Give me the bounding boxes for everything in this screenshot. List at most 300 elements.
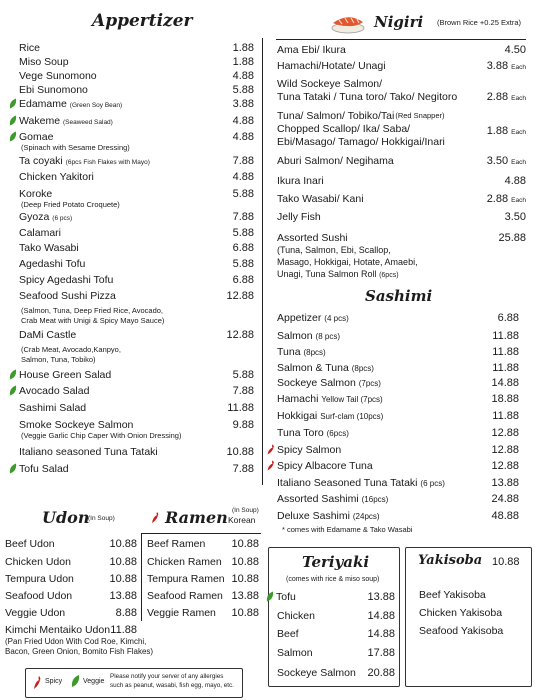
appetizer-item xyxy=(19,446,254,458)
appetizer-item-name: Ta coyaki xyxy=(19,155,63,167)
teriyaki-item-name: Tofu xyxy=(276,591,296,603)
udon-item-price: 11.88 xyxy=(110,624,137,636)
appetizer-item-price xyxy=(233,274,254,286)
teriyaki-subtitle: (comes with rice & miso soup) xyxy=(286,576,380,583)
appetizer-item-price-value: 1.88 xyxy=(232,56,254,68)
legend-veggie-label: Veggie xyxy=(83,678,105,685)
allergy-note-line1: Please notify your server of any allergies xyxy=(110,673,224,680)
nigiri-item-price xyxy=(487,155,526,169)
nigiri-item-price xyxy=(487,193,526,207)
appetizer-item-price-value: 7.88 xyxy=(232,385,254,397)
teriyaki-title: Teriyaki xyxy=(302,553,370,571)
sashimi-item-name-wrap xyxy=(277,477,445,490)
ramen-item xyxy=(147,590,259,602)
sashimi-item-price: 11.88 xyxy=(492,346,519,358)
ramen-item-price: 10.88 xyxy=(231,538,259,550)
udon-item-name: Chicken Udon xyxy=(5,556,71,568)
sashimi-item-note: Yellow Tail (7pcs) xyxy=(321,395,383,404)
appetizer-item xyxy=(19,402,254,414)
ramen-item xyxy=(147,556,259,568)
nigiri-item-name: Wild Sockeye Salmon/ xyxy=(277,78,383,90)
ramen-item-name: Beef Ramen xyxy=(147,538,206,550)
sashimi-item-note: (24pcs) xyxy=(352,512,380,521)
udon-item-name: Tempura Udon xyxy=(5,573,74,585)
sashimi-item-name-wrap xyxy=(277,312,349,325)
appetizer-item-price-value: 7.88 xyxy=(232,211,254,223)
appetizer-item-price xyxy=(233,188,254,200)
ramen-subtitle-korean: Korean xyxy=(228,515,256,525)
appetizer-item-name: Vege Sunomono xyxy=(19,70,97,82)
sashimi-item xyxy=(277,362,519,375)
appetizer-item-price xyxy=(233,70,254,82)
sashimi-item-note: (6pcs) xyxy=(326,429,349,438)
appetizer-item-desc: (Crab Meat, Avocado,Kanpyo, xyxy=(21,345,121,354)
udon-item-price: 10.88 xyxy=(109,573,137,585)
appetizer-item-desc: (Spinach with Sesame Dressing) xyxy=(21,143,130,152)
teriyaki-item-name: Sockeye Salmon xyxy=(277,667,356,679)
appetizer-item xyxy=(19,70,254,82)
appetizer-item-name: Miso Soup xyxy=(19,56,69,68)
nigiri-item-desc xyxy=(277,269,399,279)
udon-item-name: Veggie Udon xyxy=(5,607,66,619)
appetizer-item-price xyxy=(233,84,254,96)
ramen-subtitle-soup: (In Soup) xyxy=(232,507,259,514)
sashimi-item-name-wrap xyxy=(277,510,380,523)
appetizer-item-price-value: 4.88 xyxy=(232,171,254,183)
nigiri-item-name-wrap xyxy=(277,60,386,72)
ramen-item xyxy=(147,573,259,585)
appetizer-item-price xyxy=(233,171,254,183)
sashimi-item-price: 6.88 xyxy=(497,312,519,324)
appetizer-item-price xyxy=(233,98,254,110)
appetizer-item-name-wrap xyxy=(19,155,150,169)
sashimi-item-name-wrap xyxy=(277,346,326,359)
nigiri-item-price-value: 4.88 xyxy=(504,175,526,187)
nigiri-item-price xyxy=(505,211,526,223)
sashimi-item-price: 48.88 xyxy=(491,510,519,522)
teriyaki-item xyxy=(266,591,395,603)
appetizer-item-name: Avocado Salad xyxy=(19,385,90,397)
appetizer-item-price xyxy=(233,115,254,127)
appetizer-item-price-value: 7.88 xyxy=(232,463,254,475)
sashimi-item xyxy=(266,444,519,456)
nigiri-item-price-value: 2.88 xyxy=(486,91,509,103)
appetizer-item xyxy=(19,290,254,302)
nigiri-item-price-value: 3.88 xyxy=(486,60,509,72)
each-label: Each xyxy=(511,129,526,136)
appetizer-item xyxy=(19,42,254,54)
sashimi-item-note: (7pcs) xyxy=(358,379,381,388)
sashimi-item-name: Salmon xyxy=(277,330,313,342)
nigiri-item-price-value: 2.88 xyxy=(486,193,509,205)
veggie-leaf-icon xyxy=(9,463,17,474)
appetizer-item-name-wrap xyxy=(19,70,97,82)
appetizer-item-name: Gomae xyxy=(19,131,54,143)
appetizer-item xyxy=(19,329,254,341)
appetizer-item-desc: (Salmon, Tuna, Deep Fried Rice, Avocado, xyxy=(21,306,164,315)
nigiri-item xyxy=(277,232,526,244)
appetizer-item-price xyxy=(233,131,254,143)
udon-item-price: 8.88 xyxy=(115,607,137,619)
appetizer-item-name-wrap xyxy=(9,369,111,381)
appetizer-item-name: Agedashi Tofu xyxy=(19,258,86,270)
ramen-item xyxy=(147,607,259,619)
nigiri-item-name: Ebi/Masago/ Tamago/ Hokkigai/Inari xyxy=(277,136,445,148)
appetizer-item-price xyxy=(233,242,254,254)
sashimi-item-name: Assorted Sashimi xyxy=(277,493,359,505)
appetizer-item-price-value: 5.88 xyxy=(232,258,254,270)
udon-item-desc: (Pan Fried Udon With Cod Roe, Kimchi, xyxy=(5,637,147,646)
sashimi-item-name-wrap xyxy=(277,410,383,423)
veggie-leaf-icon xyxy=(9,131,17,142)
teriyaki-item-price: 17.88 xyxy=(367,647,395,659)
nigiri-item-price xyxy=(477,125,526,137)
appetizer-item-price-value: 10.88 xyxy=(226,446,254,458)
nigiri-item-price-value: 3.50 xyxy=(504,211,526,223)
yakisoba-price: 10.88 xyxy=(492,556,520,568)
veggie-leaf-icon xyxy=(9,385,17,396)
appetizer-item-price-value: 5.88 xyxy=(232,84,254,96)
ramen-item-name: Chicken Ramen xyxy=(147,556,222,568)
appetizer-item-desc: (Veggie Garlic Chip Caper With Onion Dressing) xyxy=(21,431,182,440)
udon-divider xyxy=(141,533,142,621)
sashimi-item-name-wrap xyxy=(277,330,340,343)
nigiri-item-name: Aburi Salmon/ Negihama xyxy=(277,155,394,167)
nigiri-item-name-wrap xyxy=(277,78,382,90)
spicy-chili-icon xyxy=(266,460,275,471)
sashimi-item xyxy=(277,493,519,506)
appetizer-item-name: Wakeme xyxy=(19,115,61,127)
appetizer-item xyxy=(19,155,254,169)
appetizer-item-name-wrap xyxy=(19,42,40,54)
teriyaki-item-name-wrap xyxy=(266,591,296,603)
appetizer-item-name-wrap xyxy=(19,56,69,68)
sashimi-item-name: Sockeye Salmon xyxy=(277,377,356,389)
appetizer-item-price-value: 6.88 xyxy=(232,242,254,254)
appetizer-item-price xyxy=(233,258,254,270)
udon-item-price: 10.88 xyxy=(109,538,137,550)
yakisoba-item: Beef Yakisoba xyxy=(419,589,486,601)
appetizer-item-name-wrap xyxy=(9,385,89,397)
teriyaki-item-price: 13.88 xyxy=(367,591,395,603)
appetizer-item xyxy=(19,258,254,270)
udon-item-name: Kimchi Mentaiko Udon xyxy=(5,624,111,636)
udon-item xyxy=(5,624,137,636)
sashimi-item-price: 12.88 xyxy=(491,460,519,472)
appetizer-item-name: Calamari xyxy=(19,227,62,239)
nigiri-item-name: Hamachi/Hotate/ Unagi xyxy=(277,60,386,72)
sashimi-item-note: Surf-clam (10pcs) xyxy=(320,412,384,421)
teriyaki-item-name-wrap xyxy=(277,610,315,622)
udon-item-price: 10.88 xyxy=(109,556,137,568)
appetizer-item-price-value: 12.88 xyxy=(226,290,254,302)
nigiri-item-name-wrap xyxy=(277,175,324,187)
sashimi-item-price: 11.88 xyxy=(492,362,519,374)
appetizer-item-name-wrap xyxy=(19,211,72,225)
appetizer-item-name: Smoke Sockeye Salmon xyxy=(19,419,134,431)
ramen-title: Ramen xyxy=(165,508,228,527)
appetizer-item xyxy=(19,419,254,431)
veggie-leaf-icon xyxy=(9,115,17,126)
sashimi-item-note: (8pcs) xyxy=(351,364,374,373)
nigiri-item xyxy=(277,155,526,169)
teriyaki-item-name-wrap xyxy=(277,628,299,640)
sashimi-item-note: (6 pcs) xyxy=(420,479,445,488)
udon-top-line xyxy=(141,533,261,534)
veggie-leaf-icon xyxy=(9,98,17,109)
sashimi-title: Sashimi xyxy=(365,287,433,305)
appetizer-item-desc: Crab Meat with Unigi & Spicy Mayo Sauce) xyxy=(21,316,165,325)
sashimi-item-name: Spicy Albacore Tuna xyxy=(277,460,373,472)
teriyaki-item-name: Salmon xyxy=(277,647,313,659)
appetizer-item-name-wrap xyxy=(19,227,61,239)
column-divider xyxy=(262,38,263,485)
appetizer-item xyxy=(19,211,254,225)
appetizer-item-price-value: 7.88 xyxy=(232,155,254,167)
each-label: Each xyxy=(511,64,526,71)
sashimi-item-note: (4 pcs) xyxy=(324,314,349,323)
each-label: Each xyxy=(511,95,526,102)
appetizer-item-name-wrap xyxy=(19,402,86,414)
sashimi-item-name: Hamachi xyxy=(277,393,319,405)
appetizer-item-price xyxy=(227,402,254,414)
appetizer-item-name: Chicken Yakitori xyxy=(19,171,94,183)
ramen-item-price: 10.88 xyxy=(231,607,259,619)
appetizer-item xyxy=(9,115,254,129)
appetizer-item-name-wrap xyxy=(19,419,133,431)
legend-chili-icon xyxy=(32,675,42,690)
appetizer-item-name-wrap xyxy=(19,171,94,183)
sashimi-item-note: (8pcs) xyxy=(303,348,326,357)
nigiri-item-price xyxy=(505,44,526,56)
nigiri-item-price xyxy=(487,60,526,74)
sashimi-footnote: * comes with Edamame & Tako Wasabi xyxy=(282,525,413,534)
appetizer-item-price xyxy=(233,155,254,167)
teriyaki-item xyxy=(277,610,395,622)
nigiri-item xyxy=(277,175,526,187)
sashimi-item xyxy=(277,377,519,390)
appetizer-item-price xyxy=(226,329,254,341)
sashimi-item-price: 12.88 xyxy=(491,444,519,456)
appetizer-item xyxy=(9,98,254,112)
yakisoba-item: Chicken Yakisoba xyxy=(419,607,503,619)
appetizer-item xyxy=(9,369,254,381)
sashimi-item-price: 18.88 xyxy=(491,393,519,405)
teriyaki-item xyxy=(277,667,395,679)
appetizer-item-name: House Green Salad xyxy=(19,369,112,381)
sashimi-item-price: 12.88 xyxy=(491,427,519,439)
sashimi-item-name-wrap xyxy=(277,377,381,390)
nigiri-item-line xyxy=(277,110,526,122)
sashimi-item-name-wrap xyxy=(277,427,349,440)
each-label: Each xyxy=(511,197,526,204)
appetizer-item-price-value: 9.88 xyxy=(232,419,254,431)
udon-item xyxy=(5,607,137,619)
udon-item-desc: Bacon, Green Onion, Bomito Fish Flakes) xyxy=(5,647,154,656)
nigiri-item-name: Assorted Sushi xyxy=(277,232,348,244)
nigiri-item-desc-note: (6pcs) xyxy=(379,272,399,279)
veggie-leaf-icon xyxy=(266,591,274,602)
nigiri-item-name: Ama Ebi/ Ikura xyxy=(277,44,346,56)
sashimi-item-note: (8 pcs) xyxy=(315,332,340,341)
sashimi-item-name: Salmon & Tuna xyxy=(277,362,349,374)
nigiri-item xyxy=(277,211,526,223)
appetizer-item-price xyxy=(226,446,254,458)
appetizer-item-name: Gyoza xyxy=(19,211,50,223)
appetizer-item xyxy=(19,227,254,239)
appetizer-item-price xyxy=(233,463,254,475)
nigiri-item-price xyxy=(477,91,526,103)
sashimi-item-name: Tuna Toro xyxy=(277,427,324,439)
sashimi-item-name-wrap xyxy=(277,393,383,406)
ramen-item xyxy=(147,538,259,550)
appetizer-item xyxy=(9,463,254,475)
sashimi-item-price: 11.88 xyxy=(492,410,519,422)
nigiri-item-price xyxy=(505,175,526,187)
teriyaki-item xyxy=(277,647,395,659)
nigiri-item-note: (Red Snapper) xyxy=(395,111,445,120)
sashimi-item xyxy=(277,410,519,423)
appetizer-item-price-value: 3.88 xyxy=(232,98,254,110)
appetizer-item-price-value: 4.88 xyxy=(232,131,254,143)
appetizer-item-name: Spicy Agedashi Tofu xyxy=(19,274,114,286)
appetizer-item-name: Italiano seasoned Tuna Tataki xyxy=(19,446,158,458)
appetizer-item-name-wrap xyxy=(19,188,52,200)
appetizer-item-note: (Seaweed Salad) xyxy=(62,119,113,126)
sashimi-item-name-wrap xyxy=(277,362,374,375)
appetizer-item-price xyxy=(233,419,254,431)
udon-title: Udon xyxy=(42,508,90,527)
appetizer-item-name: Sashimi Salad xyxy=(19,402,87,414)
sushi-icon xyxy=(330,12,366,34)
veggie-leaf-icon xyxy=(9,369,17,380)
appetizer-item-desc: Salmon, Tuna, Tobiko) xyxy=(21,355,96,364)
appetizer-item-name: DaMi Castle xyxy=(19,329,77,341)
udon-item-name: Seafood Udon xyxy=(5,590,73,602)
sashimi-item-name: Deluxe Sashimi xyxy=(277,510,350,522)
appetizer-item-name-wrap xyxy=(19,446,158,458)
appetizer-item-name-wrap xyxy=(19,258,85,270)
nigiri-item-desc: (Tuna, Salmon, Ebi, Scallop, xyxy=(277,245,391,255)
yakisoba-item: Seafood Yakisoba xyxy=(419,625,504,637)
appetizer-title: Appertizer xyxy=(92,11,193,31)
allergy-note-line2: such as peanut, wasabi, fish egg, mayo, etc. xyxy=(110,682,234,689)
sashimi-item xyxy=(277,330,519,343)
appetizer-item-name-wrap xyxy=(9,115,113,129)
appetizer-item-price-value: 1.88 xyxy=(232,42,254,54)
nigiri-item-name: Tako Wasabi/ Kani xyxy=(277,193,364,205)
sashimi-item-price: 24.88 xyxy=(491,493,519,505)
appetizer-item-name-wrap xyxy=(19,290,116,302)
teriyaki-item-name-wrap xyxy=(277,667,356,679)
nigiri-item-price-value: 4.50 xyxy=(504,44,526,56)
appetizer-item-price-value: 6.88 xyxy=(232,274,254,286)
nigiri-subtitle: (Brown Rice +0.25 Extra) xyxy=(437,18,521,27)
sashimi-item-price: 14.88 xyxy=(491,377,519,389)
udon-item xyxy=(5,573,137,585)
nigiri-item-name-wrap xyxy=(277,193,364,205)
appetizer-item xyxy=(9,385,254,397)
ramen-item-name: Tempura Ramen xyxy=(147,573,225,585)
nigiri-item-name-wrap xyxy=(277,44,346,56)
appetizer-item xyxy=(19,171,254,183)
appetizer-item-price-value: 12.88 xyxy=(226,329,254,341)
appetizer-item-name-wrap xyxy=(19,329,76,341)
nigiri-item xyxy=(277,60,526,74)
appetizer-item xyxy=(19,274,254,286)
nigiri-item xyxy=(277,44,526,56)
appetizer-item-name: Edamame xyxy=(19,98,67,110)
appetizer-item-price-value: 11.88 xyxy=(227,402,254,414)
nigiri-item-line xyxy=(277,136,526,148)
appetizer-item-price xyxy=(233,227,254,239)
sashimi-item xyxy=(266,460,519,472)
nigiri-item-name: Tuna Tataki / Tuna toro/ Tako/ Negitoro xyxy=(277,91,458,103)
appetizer-item xyxy=(19,188,254,200)
sashimi-item-name-wrap xyxy=(266,460,373,472)
appetizer-item-price-value: 4.88 xyxy=(232,70,254,82)
appetizer-item-name: Ebi Sunomono xyxy=(19,84,88,96)
appetizer-item xyxy=(9,131,254,143)
appetizer-item-name: Koroke xyxy=(19,188,53,200)
udon-item-name: Beef Udon xyxy=(5,538,55,550)
appetizer-item-desc: (Deep Fried Potato Croquete) xyxy=(21,200,120,209)
yakisoba-title: Yakisoba xyxy=(418,553,483,568)
appetizer-item xyxy=(19,56,254,68)
appetizer-item-price xyxy=(233,369,254,381)
spicy-chili-icon xyxy=(150,511,160,524)
sashimi-item-name: Spicy Salmon xyxy=(277,444,342,456)
sashimi-item xyxy=(277,510,519,523)
teriyaki-item-price: 14.88 xyxy=(367,610,395,622)
each-label: Each xyxy=(511,159,526,166)
teriyaki-item-name: Beef xyxy=(277,628,299,640)
sashimi-item xyxy=(277,393,519,406)
sashimi-item xyxy=(277,346,519,359)
teriyaki-item xyxy=(277,628,395,640)
sashimi-item-name-wrap xyxy=(277,493,388,506)
udon-item xyxy=(5,538,137,550)
nigiri-item-name: Chopped Scallop/ Ika/ Saba/ xyxy=(277,123,411,135)
appetizer-item-note: (Green Soy Bean) xyxy=(69,102,123,109)
nigiri-item-name: Jelly Fish xyxy=(277,211,321,223)
nigiri-item-name-wrap xyxy=(277,155,394,167)
udon-item xyxy=(5,590,137,602)
appetizer-item-name-wrap xyxy=(19,242,79,254)
udon-subtitle: (In Soup) xyxy=(88,515,115,522)
appetizer-item-note: (6pcs Fish Flakes with Mayo) xyxy=(65,159,150,166)
udon-item-price: 13.88 xyxy=(109,590,137,602)
spicy-chili-icon xyxy=(266,444,275,455)
sashimi-item-name: Hokkigai xyxy=(277,410,318,422)
appetizer-item-name-wrap xyxy=(9,98,122,112)
nigiri-item-price-value: 1.88 xyxy=(486,125,509,137)
appetizer-item-name-wrap xyxy=(19,274,113,286)
teriyaki-item-price: 14.88 xyxy=(367,628,395,640)
nigiri-item-price-value: 3.50 xyxy=(486,155,509,167)
nigiri-item xyxy=(277,193,526,207)
sashimi-item-name: Appetizer xyxy=(277,312,322,324)
teriyaki-item-name-wrap xyxy=(277,647,313,659)
appetizer-item-price-value: 5.88 xyxy=(232,369,254,381)
sashimi-item xyxy=(277,477,519,490)
appetizer-item-name-wrap xyxy=(9,463,69,475)
appetizer-item-price xyxy=(233,211,254,223)
sashimi-item-price: 11.88 xyxy=(492,330,519,342)
nigiri-divider xyxy=(276,39,526,40)
legend-leaf-icon xyxy=(70,674,81,689)
appetizer-item xyxy=(19,84,254,96)
